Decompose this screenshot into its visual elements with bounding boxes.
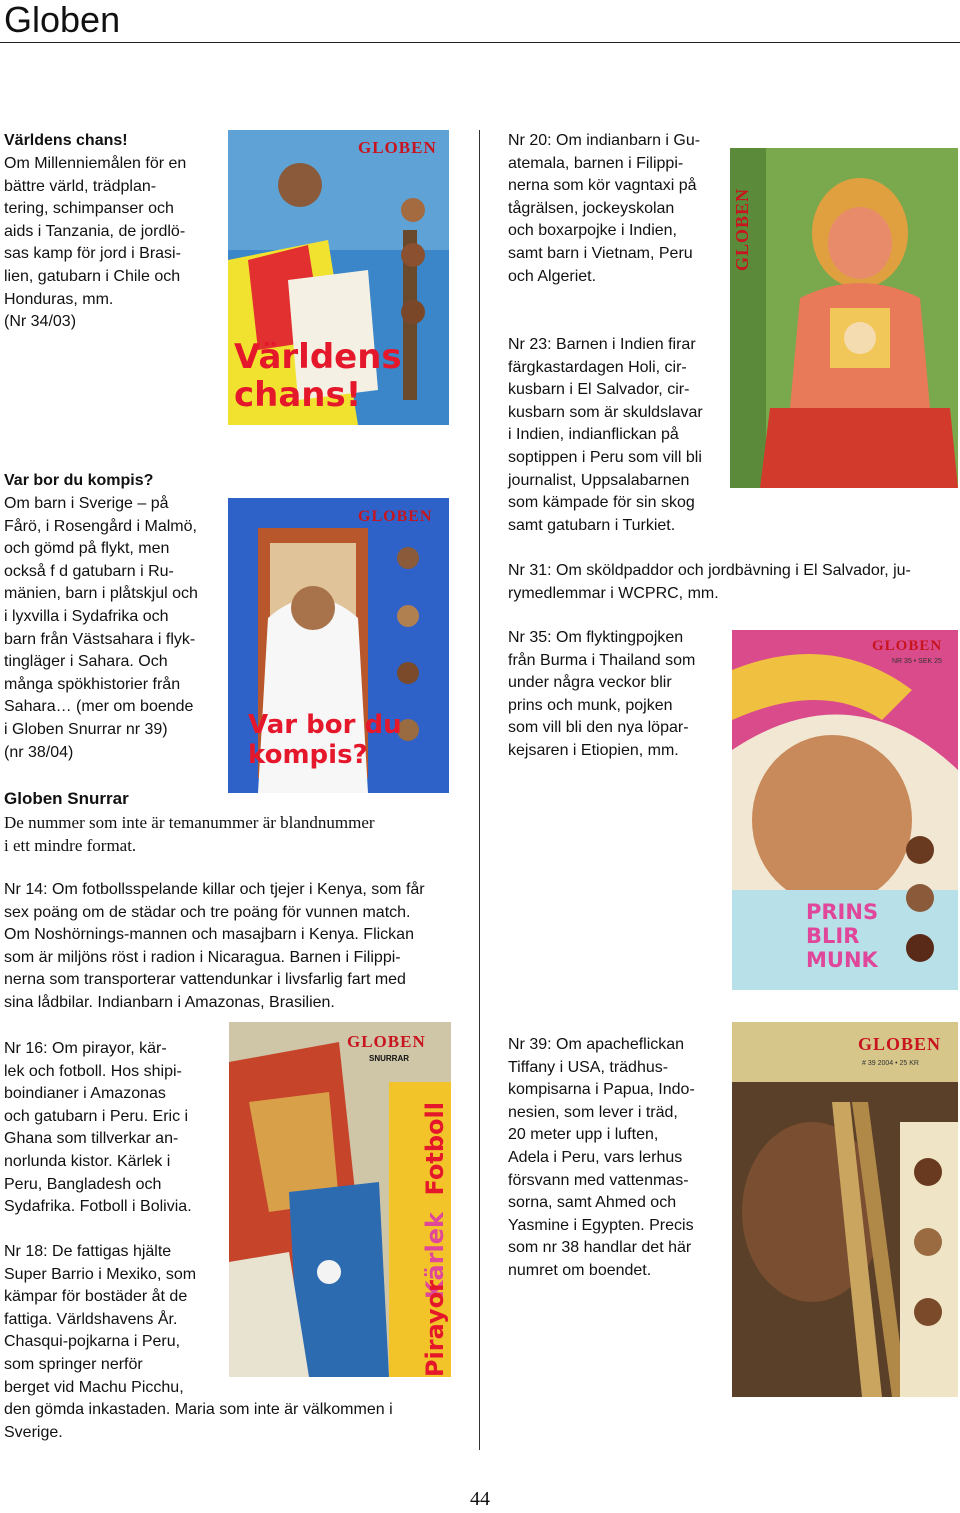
nr20-text: Nr 20: Om indianbarn i Gu- atemala, barnen i Filippi- nerna som kör vagntaxi på tågrälsen, jockeyskolan och boxarpojke i Indien, samt barn i Vietnam, Peru och Algeriet.: [508, 132, 701, 285]
cover-nr39-issue: # 39 2004 • 25 KR: [862, 1060, 919, 1067]
cover-nr34-title: Världens chans!: [234, 337, 402, 415]
cover-nr23-logo: GLOBEN: [732, 188, 752, 272]
cover-nr16-title-pirayor: Pirayor: [421, 1280, 449, 1377]
cover-nr35-issue: NR 35 • SEK 25: [892, 658, 942, 665]
cover-nr38-logo: GLOBEN: [358, 508, 433, 525]
cover-nr34: [228, 130, 449, 425]
cover-nr16-art: [229, 1022, 451, 1377]
cover-nr16-subtitle: SNURRAR: [369, 1054, 409, 1063]
nr31-text: Nr 31: Om sköldpaddor och jordbävning i El Salvador, ju- rymedlemmar i WCPRC, mm.: [508, 562, 911, 602]
varldens-chans-text: Om Millenniemålen för en bättre värld, trädplan- tering, schimpanser och aids i Tanzania, de jordlö- sas kamp för jord i Brasi- lien, gatubarn i Chile och Honduras, mm. (Nr 34/03): [4, 155, 187, 331]
column-divider: [479, 130, 480, 1450]
cover-nr23-art: [730, 148, 958, 488]
cover-nr35-logo: GLOBEN: [872, 638, 943, 654]
cover-nr38: [228, 498, 449, 793]
page-title: Globen: [4, 0, 121, 40]
globen-snurrar-heading: Globen Snurrar: [4, 789, 129, 808]
nr16-text: Nr 16: Om pirayor, kär- lek och fotboll. Hos shipi- boindianer i Amazonas och gatubarn i Peru. Eric i Ghana som tillverkar an- norlunda kistor. Kärlek i Peru, Bangladesh och Sydafrika. Fotboll i Bolivia.: [4, 1040, 192, 1216]
cover-nr16: [229, 1022, 451, 1377]
nr39-text: Nr 39: Om apacheflickan Tiffany i USA, trädhus- kompisarna i Papua, Indo- nesien, som lever i träd, 20 meter upp i luften, Adela i Peru, vars lerhus försvann med vattenmas- sorna, samt Ahmed och Yasmine i Egypten. Precis som nr 38 handlar det här numret om boendet.: [508, 1036, 695, 1279]
nr18-text: Nr 18: De fattigas hjälte Super Barrio i Mexiko, som kämpar för bostäder åt de fattiga. Världshavens År. Chasqui-pojkarna i Peru, som springer nerför berget vid Machu Picchu, den gömda inkastaden. Maria som inte är välkommen i Sverige.: [4, 1243, 393, 1441]
cover-nr39: [732, 1022, 958, 1397]
cover-nr16-title-fotboll: Fotboll: [421, 1102, 449, 1196]
cover-nr38-title: Var bor du kompis?: [248, 710, 402, 770]
nr35-text: Nr 35: Om flyktingpojken från Burma i Thailand som under några veckor blir prins och munk, pojken som vill bli den nya löpar- kejsaren i Etiopien, mm.: [508, 629, 696, 759]
nr14-text: Nr 14: Om fotbollsspelande killar och tjejer i Kenya, som får sex poäng om de städar och tre poäng för vunnen match. Om Noshörnings-mannen och masajbarn i Kenya. Flickan som är miljöns röst i radion i Nicaragua. Barnen i Filippi- nerna som transporterar vattendunkar i livsfarlig fart med sina lådbilar. Indianbarn i Amazonas, Brasilien.: [4, 881, 425, 1011]
cover-nr35: [732, 630, 958, 990]
title-rule: [0, 42, 960, 43]
cover-nr34-logo: GLOBEN: [358, 138, 437, 157]
cover-nr16-title-karlek: Kärlek: [421, 1212, 449, 1300]
cover-nr35-title: PRINS BLIR MUNK: [806, 900, 879, 972]
var-bor-text: Om barn i Sverige – på Fårö, i Rosengård i Malmö, och gömd på flykt, men också f d gatubarn i Ru- mänien, barn i plåtskjul och i lyxvilla i Sydafrika och barn från Västsahara i flyk- tingläger i Sahara. Och många spökhistorier från Sahara… (mer om boende i Globen Snurrar nr 39) (nr 38/04): [4, 495, 198, 761]
page-number: 44: [470, 1488, 490, 1510]
nr23-text: Nr 23: Barnen i Indien firar färgkastardagen Holi, cir- kusbarn i El Salvador, cir- kusbarn som är skuldslavar i Indien, indianflickan på soptippen i Peru som vill bli journalist, Uppsalabarnen som kämpade för sin skog samt gatubarn i Turkiet.: [508, 336, 703, 534]
cover-nr39-art: [732, 1022, 958, 1397]
cover-nr16-logo: GLOBEN: [347, 1032, 426, 1051]
cover-nr23: [730, 148, 958, 488]
varldens-chans-heading: Världens chans!: [4, 132, 128, 149]
cover-nr39-logo: GLOBEN: [858, 1034, 942, 1054]
globen-snurrar-subtitle: De nummer som inte är temanummer är blandnummer i ett mindre format.: [4, 813, 375, 855]
var-bor-heading: Var bor du kompis?: [4, 472, 154, 489]
